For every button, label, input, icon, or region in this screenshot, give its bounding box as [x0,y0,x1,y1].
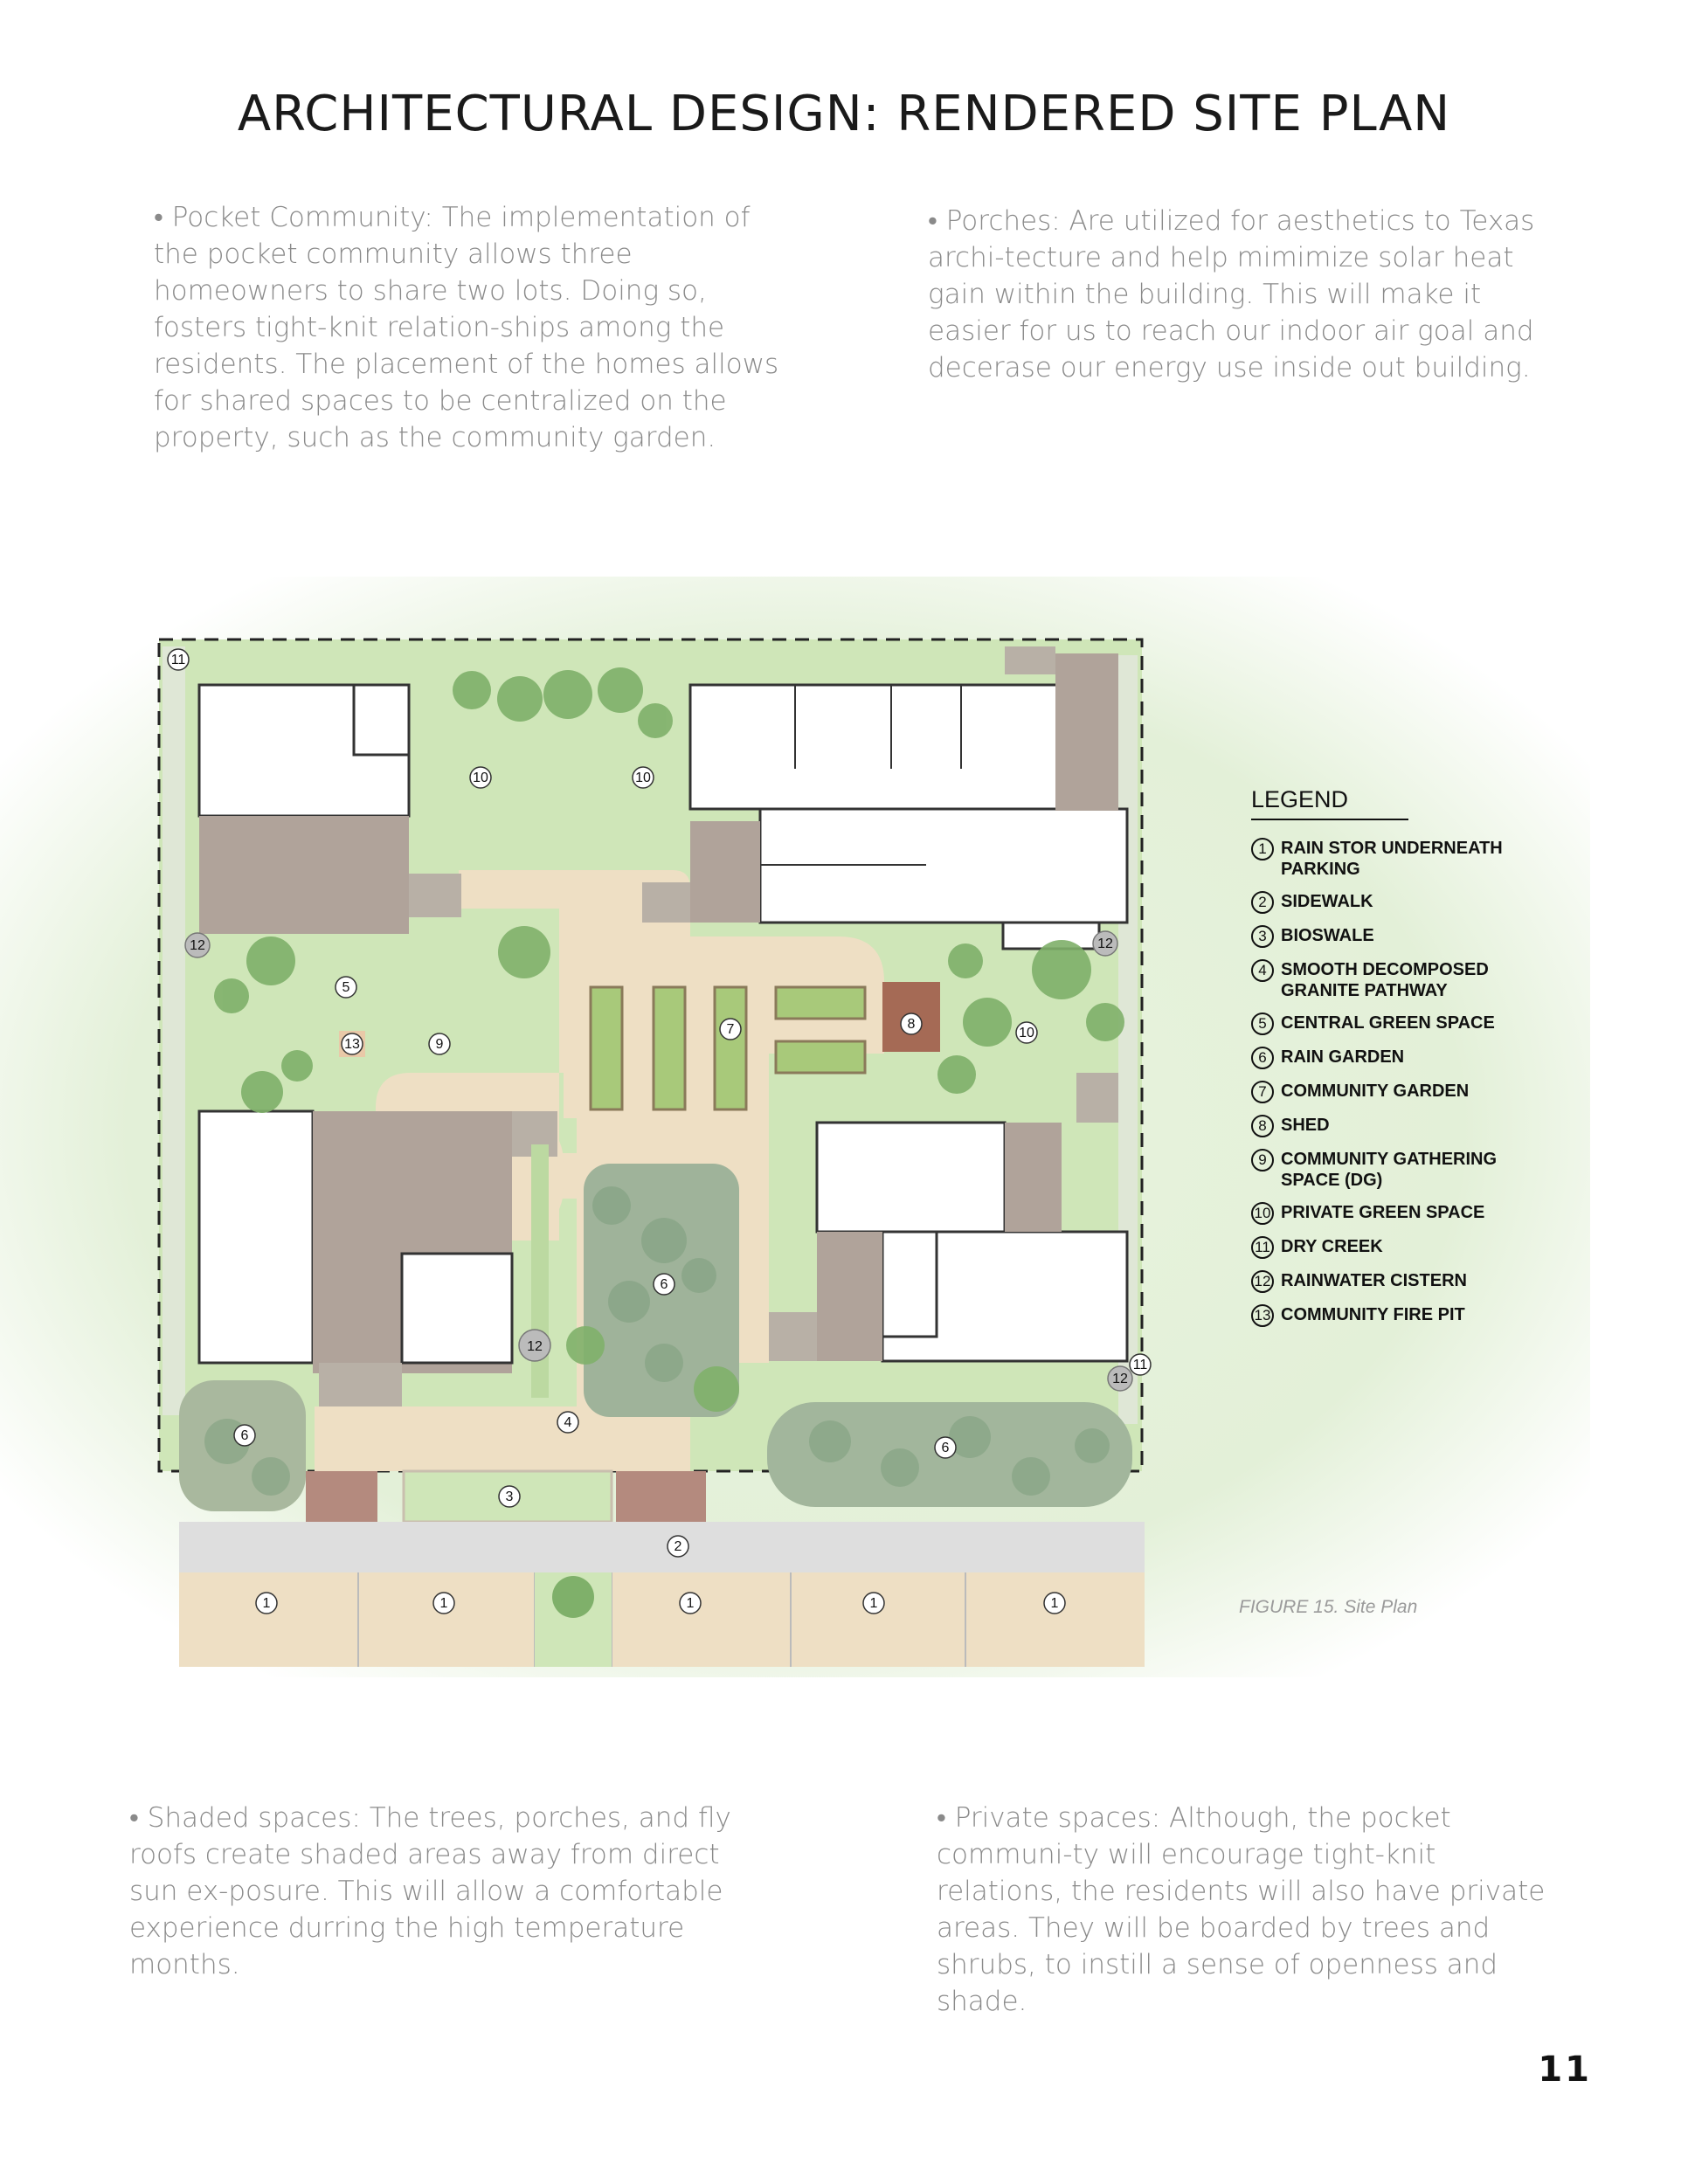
legend-item [1251,1081,1548,1103]
svg-text:1: 1 [869,1596,878,1611]
tag-12-center [519,1330,550,1361]
legend-number: 4 [1251,959,1274,982]
house-4 [817,1123,1005,1232]
tag-12-bottom-right [1108,1366,1132,1391]
driveway-right [616,1471,706,1522]
tag-8 [901,1013,922,1034]
svg-text:1: 1 [1050,1596,1059,1611]
svg-text:1: 1 [439,1596,448,1611]
tag-5 [336,977,356,998]
tag-10-left [470,767,491,788]
paragraph-private-spaces: • Private spaces: Although, the pocket communi-ty will encourage tight-knit relations, the residents will also have private areas. They will be boarded by trees and shrubs, to instill a sense of openness and shade. [937,1802,1546,2017]
legend-number: 11 [1251,1236,1274,1259]
page-title: ARCHITECTURAL DESIGN: RENDERED SITE PLAN [237,86,1451,142]
tag-1-c [680,1593,701,1614]
legend-item [1251,959,1548,1001]
tag-10-right [1016,1022,1037,1043]
legend-number: 5 [1251,1013,1274,1035]
svg-text:11: 11 [170,653,186,667]
legend-item [1251,1202,1548,1225]
legend-number: 6 [1251,1047,1274,1069]
deck-1 [199,816,409,934]
deck-2 [1055,653,1118,811]
svg-text:6: 6 [240,1428,249,1443]
legend-label: PRIVATE GREEN SPACE [1281,1203,1485,1222]
svg-text:10: 10 [473,771,488,785]
legend-label: BIOSWALE [1281,926,1374,945]
legend-number: 7 [1251,1081,1274,1103]
page-number: 11 [1538,2049,1592,2090]
garden-bed [591,987,622,1109]
tag-6-left [234,1425,255,1446]
tag-1-d [863,1593,884,1614]
svg-text:6: 6 [941,1441,950,1455]
tag-6-center [654,1274,675,1295]
legend-item [1251,925,1548,948]
svg-text:9: 9 [435,1037,444,1052]
svg-text:12: 12 [1097,936,1113,951]
legend-item [1251,1047,1548,1069]
svg-text:4: 4 [564,1415,572,1430]
legend-number: 2 [1251,891,1274,914]
tag-11-top [168,649,189,670]
legend-item [1251,1304,1548,1327]
tag-3 [499,1486,520,1507]
legend-label: RAIN GARDEN [1281,1047,1405,1067]
legend-label: COMMUNITY GATHERING SPACE (DG) [1281,1150,1498,1190]
legend-label: CENTRAL GREEN SPACE [1281,1013,1495,1033]
legend-label: SHED [1281,1116,1330,1135]
figure-caption: FIGURE 15. Site Plan [1239,1597,1418,1617]
tag-10-mid [633,767,654,788]
tag-1-a [256,1593,277,1614]
svg-text:12: 12 [1112,1372,1128,1386]
legend-item [1251,838,1548,880]
garden-bed [776,1041,865,1073]
tag-12-left [185,933,210,957]
svg-text:1: 1 [686,1596,695,1611]
sidewalk [179,1522,1145,1572]
parking [179,1572,1145,1667]
legend-label: SIDEWALK [1281,892,1373,911]
legend-label: SMOOTH DECOMPOSED GRANITE PATHWAY [1281,960,1489,1000]
svg-text:3: 3 [505,1489,514,1504]
svg-text:10: 10 [1019,1026,1034,1040]
legend-number: 1 [1251,838,1274,860]
tag-9 [429,1033,450,1054]
svg-text:12: 12 [190,938,205,953]
garden-bed [776,987,865,1019]
legend-label: RAIN STOR UNDERNEATH PARKING [1281,839,1503,879]
legend [1251,786,1548,1338]
driveway-left [306,1471,377,1522]
svg-text:12: 12 [527,1339,543,1354]
legend-label: RAINWATER CISTERN [1281,1271,1467,1290]
legend-item [1251,891,1548,914]
legend-item [1251,1270,1548,1293]
legend-number: 9 [1251,1149,1274,1171]
svg-text:10: 10 [635,771,651,785]
legend-number: 8 [1251,1115,1274,1137]
legend-number: 10 [1251,1202,1274,1225]
legend-number: 3 [1251,925,1274,948]
svg-text:13: 13 [344,1037,360,1052]
svg-text:7: 7 [726,1022,735,1037]
paragraph-porches: • Porches: Are utilized for aesthetics to Texas archi-tecture and help mimimize solar heat gain within the building. This will make it easier for us to reach our indoor air goal and decerase our energy use inside out building. [928,205,1535,384]
legend-item [1251,1115,1548,1137]
legend-title: LEGEND [1251,786,1408,820]
tag-7 [720,1019,741,1040]
garden-bed [715,987,746,1109]
tag-2 [668,1536,688,1557]
legend-item [1251,1149,1548,1191]
svg-text:2: 2 [674,1539,682,1554]
tag-1-b [433,1593,454,1614]
house-2 [690,685,1057,809]
tag-6-right [935,1437,956,1458]
legend-number: 12 [1251,1270,1274,1293]
tag-12-right [1093,931,1117,956]
tag-1-e [1044,1593,1065,1614]
svg-text:5: 5 [342,980,350,995]
legend-number: 13 [1251,1304,1274,1327]
legend-item [1251,1236,1548,1259]
paragraph-pocket-community: • Pocket Community: The implementation of the pocket community allows three homeowners to share two lots. Doing so, fosters tight-knit relation-ships among the residents. The placement of the homes allows for shared spaces to be centralized on the property, such as the community garden. [154,202,779,453]
svg-text:11: 11 [1132,1358,1148,1372]
garden-bed [654,987,685,1109]
tag-4 [557,1412,578,1433]
svg-text:8: 8 [907,1017,916,1032]
paragraph-shaded-spaces: • Shaded spaces: The trees, porches, and fly roofs create shaded areas away from direct sun ex-posure. This will allow a comfortable experience durring the high temperature months. [129,1802,731,1980]
house-3 [199,1111,313,1363]
svg-text:6: 6 [660,1277,668,1292]
deck-4 [1005,1123,1062,1232]
legend-item [1251,1013,1548,1035]
svg-text:1: 1 [262,1596,271,1611]
legend-label: COMMUNITY FIRE PIT [1281,1305,1465,1324]
tag-11-right [1130,1354,1151,1375]
legend-label: COMMUNITY GARDEN [1281,1082,1470,1101]
legend-label: DRY CREEK [1281,1237,1383,1256]
tag-13 [339,1031,365,1057]
